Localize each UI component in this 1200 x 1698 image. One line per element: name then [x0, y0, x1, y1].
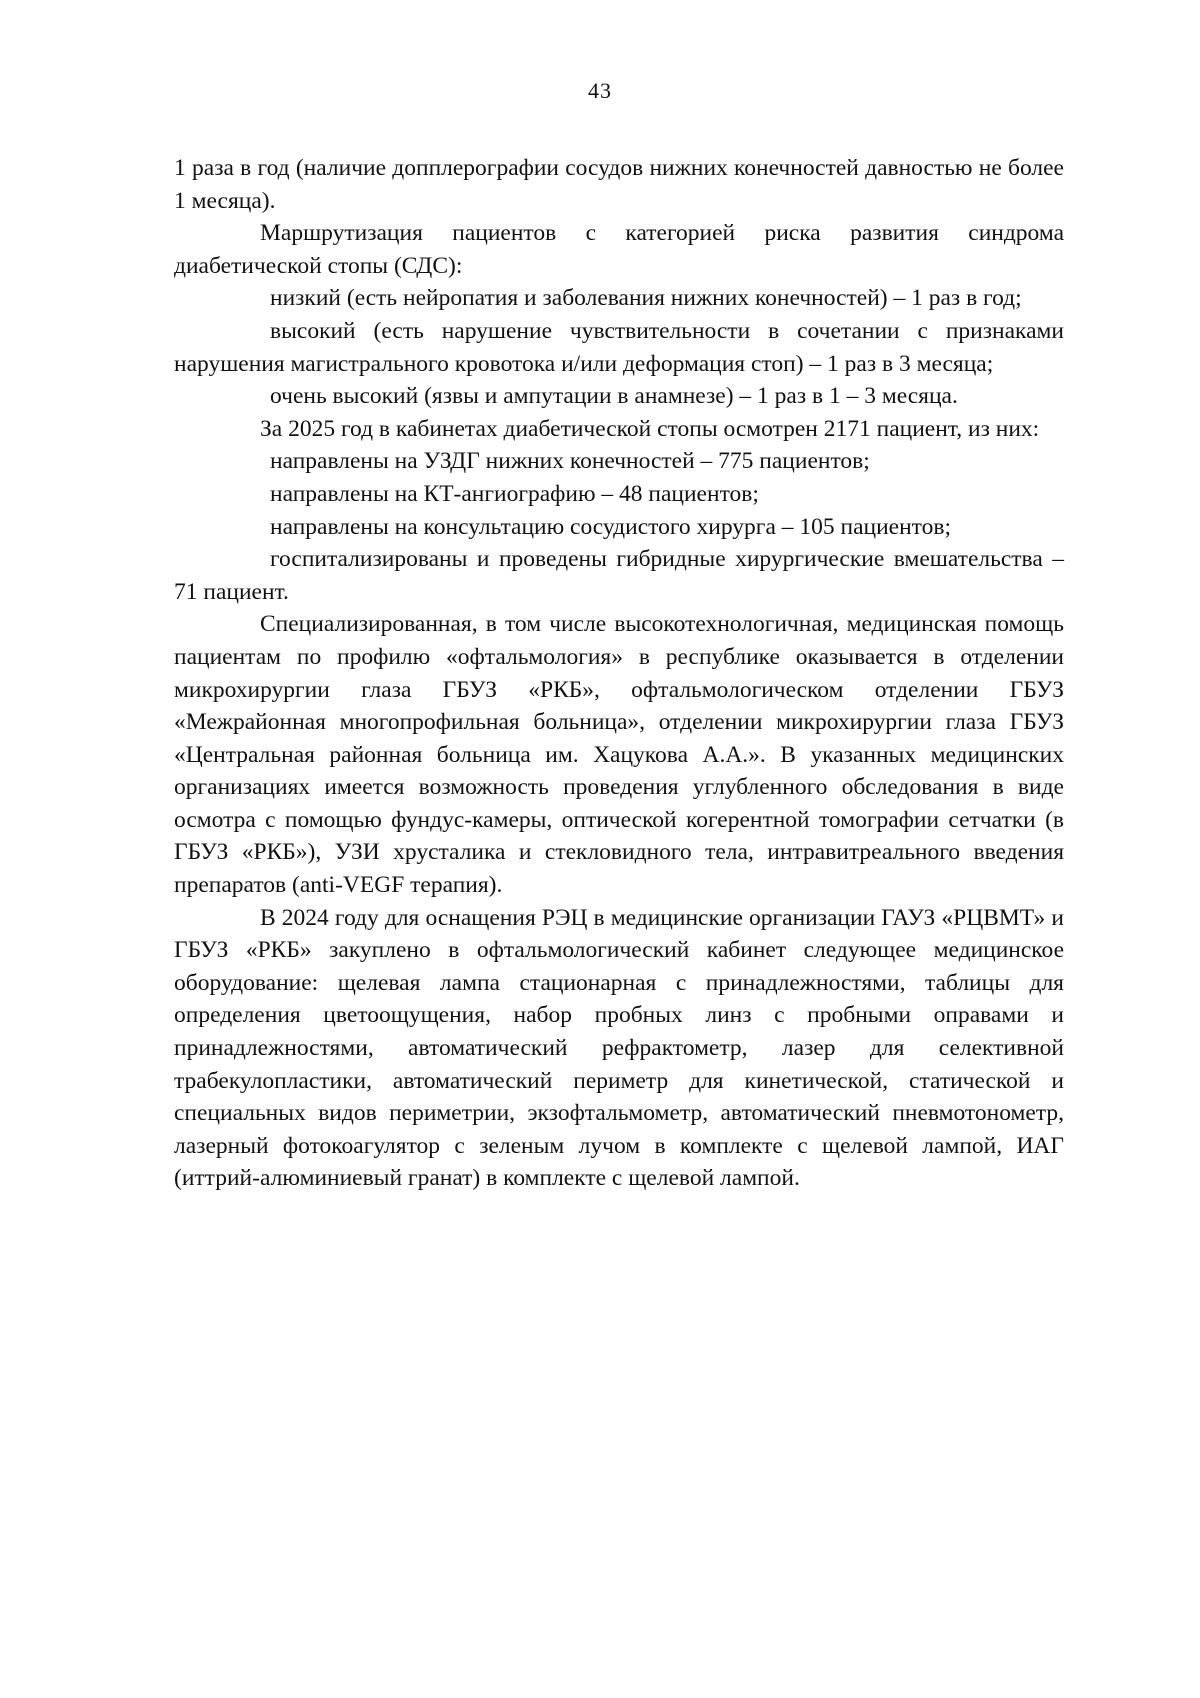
paragraph-ophthalmology-care: Специализированная, в том числе высокотехнологичная, медицинская помощь пациентам по профилю «офтальмология» в республике оказывается в отделении микрохирургии глаза ГБУЗ «РКБ», офтальмологическом отделении ГБУЗ «Межрайонная многопрофильная больница», отделении микрохирургии глаза ГБУЗ «Центральная районная больница им. Хацукова А.А.». В указанных медицинских организациях имеется возможность проведения углубленного обследования в виде осмотра с помощью фундус-камеры, оптической когерентной томографии сетчатки (в ГБУЗ «РКБ»), УЗИ хрусталика и стекловидного тела, интравитреального введения препаратов (anti-VEGF терапия).: [174, 611, 1064, 899]
paragraph-equipment-2024: В 2024 году для оснащения РЭЦ в медицинские организации ГАУЗ «РЦВМТ» и ГБУЗ «РКБ» закуплено в офтальмологический кабинет следующее медицинское оборудование: щелевая лампа стационарная с принадлежностями, таблицы для определения цветоощущения, набор пробных линз с пробными оправами и принадлежностями, автоматический рефрактометр, лазер для селективной трабекулопластики, автоматический периметр для кинетической, статической и специальных видов периметрии, экзофтальмометр, автоматический пневмотонометр, лазерный фотокоагулятор с зеленым лучом в комплекте с щелевой лампой, ИАГ (иттрий-алюминиевый гранат) в комплекте с щелевой лампой.: [174, 904, 1064, 1192]
paragraph-referral-ultrasound: направлены на УЗДГ нижних конечностей – 775 пациентов;: [270, 448, 870, 475]
paragraph-doppler-continuation: 1 раза в год (наличие допплерографии сосудов нижних конечностей давностью не более 1 месяца).: [174, 155, 1064, 214]
document-body: [174, 152, 1064, 1195]
paragraph-referral-ct: направлены на КТ-ангиографию – 48 пациентов;: [270, 480, 759, 507]
paragraph-risk-low: низкий (есть нейропатия и заболевания нижних конечностей) – 1 раз в год;: [270, 285, 1022, 312]
paragraph-routing-heading: Маршрутизация пациентов с категорией риска развития синдрома диабетической стопы (СДС):: [174, 220, 1064, 279]
paragraph-diabetic-foot-stats: За 2025 год в кабинетах диабетической стопы осмотрен 2171 пациент, из них:: [260, 415, 1040, 442]
paragraph-risk-high: высокий (есть нарушение чувствительности в сочетании с признаками нарушения магистрального кровотока и/или деформация стоп) – 1 раз в 3 месяца;: [174, 317, 1064, 377]
paragraph-risk-very-high: очень высокий (язвы и ампутации в анамнезе) – 1 раз в 1 – 3 месяца.: [270, 383, 958, 410]
page-number: 43: [588, 78, 612, 103]
paragraph-referral-surgeon: направлены на консультацию сосудистого хирурга – 105 пациентов;: [270, 513, 951, 540]
paragraph-hospitalized: госпитализированы и проведены гибридные хирургические вмешательства – 71 пациент.: [174, 546, 1064, 605]
